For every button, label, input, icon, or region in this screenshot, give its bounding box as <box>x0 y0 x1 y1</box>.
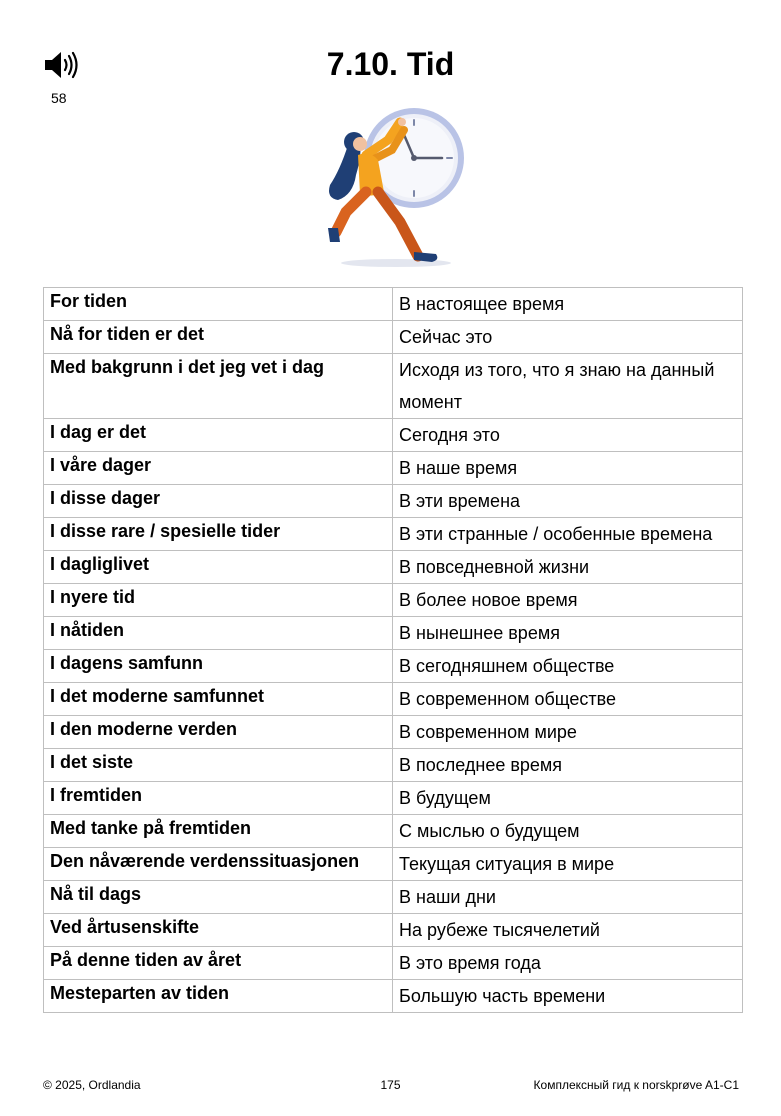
russian-translation: В настоящее время <box>393 288 743 321</box>
russian-translation: Сейчас это <box>393 321 743 354</box>
russian-translation: Текущая ситуация в мире <box>393 848 743 881</box>
norwegian-phrase: Med tanke på fremtiden <box>44 815 393 848</box>
norwegian-phrase: I dagliglivet <box>44 551 393 584</box>
russian-translation: В это время года <box>393 947 743 980</box>
table-row <box>44 782 743 815</box>
norwegian-phrase: For tiden <box>44 288 393 321</box>
table-row <box>44 683 743 716</box>
russian-translation: В наши дни <box>393 881 743 914</box>
table-row <box>44 584 743 617</box>
norwegian-phrase: På denne tiden av året <box>44 947 393 980</box>
norwegian-phrase: I dag er det <box>44 419 393 452</box>
norwegian-phrase: I disse rare / spesielle tider <box>44 518 393 551</box>
russian-translation: В современном обществе <box>393 683 743 716</box>
table-row <box>44 321 743 354</box>
norwegian-phrase: Den nåværende verdenssituasjonen <box>44 848 393 881</box>
russian-translation: В повседневной жизни <box>393 551 743 584</box>
russian-translation: Сегодня это <box>393 419 743 452</box>
norwegian-phrase: I nyere tid <box>44 584 393 617</box>
norwegian-phrase: I disse dager <box>44 485 393 518</box>
russian-translation: В более новое время <box>393 584 743 617</box>
table-row <box>44 551 743 584</box>
norwegian-phrase: I det moderne samfunnet <box>44 683 393 716</box>
table-row <box>44 815 743 848</box>
russian-translation: В наше время <box>393 452 743 485</box>
track-number: 58 <box>51 90 67 106</box>
russian-translation: В последнее время <box>393 749 743 782</box>
table-row <box>44 980 743 1013</box>
table-row <box>44 452 743 485</box>
table-row <box>44 288 743 321</box>
norwegian-phrase: I dagens samfunn <box>44 650 393 683</box>
russian-translation: В эти времена <box>393 485 743 518</box>
norwegian-phrase: Ved årtusenskifte <box>44 914 393 947</box>
vocabulary-table <box>43 287 743 1013</box>
norwegian-phrase: Mesteparten av tiden <box>44 980 393 1013</box>
russian-translation: В сегодняшнем обществе <box>393 650 743 683</box>
table-row <box>44 419 743 452</box>
norwegian-phrase: Nå til dags <box>44 881 393 914</box>
table-row <box>44 881 743 914</box>
norwegian-phrase: I fremtiden <box>44 782 393 815</box>
footer-page-number: 175 <box>380 1078 401 1092</box>
russian-translation: С мыслью о будущем <box>393 815 743 848</box>
russian-translation: На рубеже тысячелетий <box>393 914 743 947</box>
russian-translation: В будущем <box>393 782 743 815</box>
table-row <box>44 650 743 683</box>
norwegian-phrase: I den moderne verden <box>44 716 393 749</box>
table-row <box>44 518 743 551</box>
russian-translation: Исходя из того, что я знаю на данный момент <box>393 354 743 419</box>
table-row <box>44 354 743 419</box>
footer-copyright: © 2025, Ordlandia <box>43 1078 141 1092</box>
table-row <box>44 617 743 650</box>
russian-translation: В нынешнее время <box>393 617 743 650</box>
woman-pushing-clock-hands-illustration <box>318 100 474 270</box>
table-row <box>44 947 743 980</box>
table-row <box>44 485 743 518</box>
table-row <box>44 914 743 947</box>
norwegian-phrase: I nåtiden <box>44 617 393 650</box>
norwegian-phrase: Nå for tiden er det <box>44 321 393 354</box>
table-row <box>44 749 743 782</box>
russian-translation: Большую часть времени <box>393 980 743 1013</box>
norwegian-phrase: Med bakgrunn i det jeg vet i dag <box>44 354 393 419</box>
norwegian-phrase: I våre dager <box>44 452 393 485</box>
table-row <box>44 848 743 881</box>
russian-translation: В эти странные / особенные времена <box>393 518 743 551</box>
footer-book-title: Комплексный гид к norskprøve A1-C1 <box>533 1078 739 1092</box>
page-title: 7.10. Tid <box>326 46 455 82</box>
table-row <box>44 716 743 749</box>
norwegian-phrase: I det siste <box>44 749 393 782</box>
russian-translation: В современном мире <box>393 716 743 749</box>
